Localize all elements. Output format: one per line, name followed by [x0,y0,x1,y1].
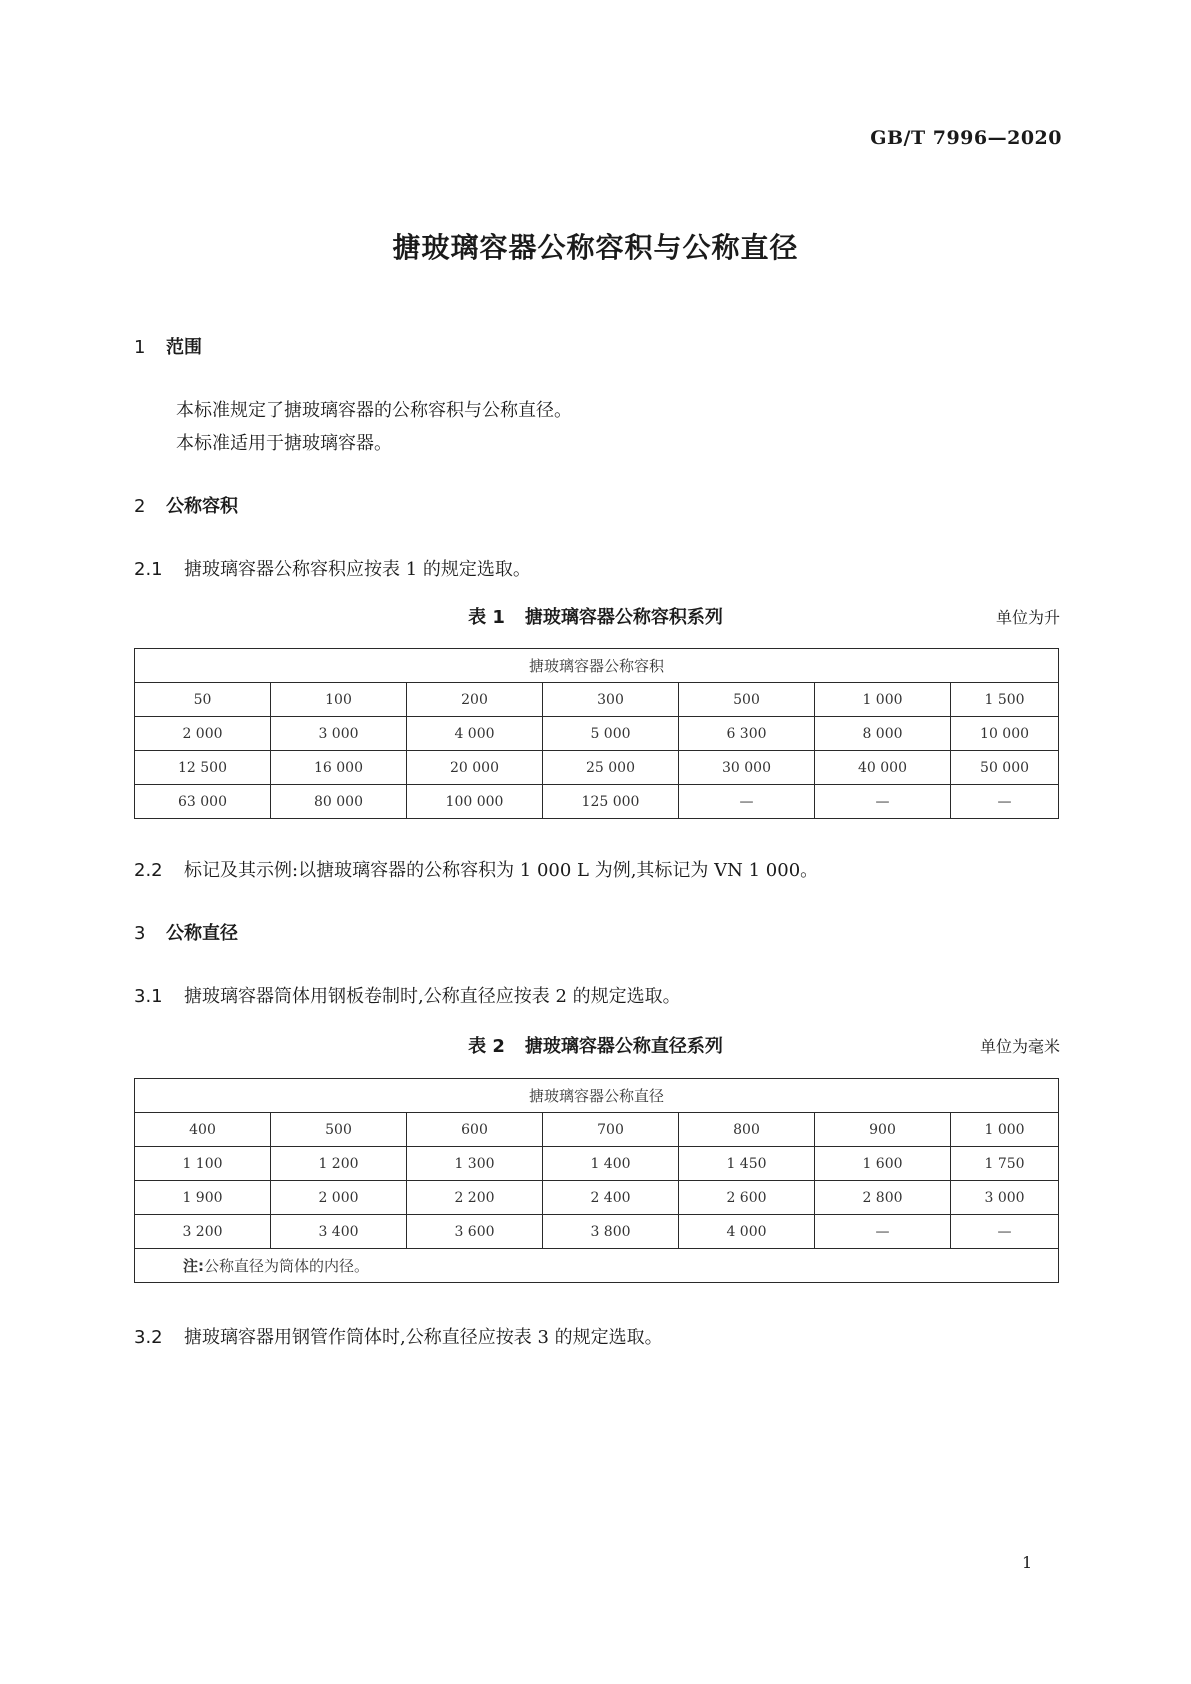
scope-paragraph-2: 本标准适用于搪玻璃容器。 [176,433,392,454]
table-row [135,785,1059,819]
table-cell: 50 [135,683,271,717]
table-cell: 4 000 [679,1215,815,1249]
table-note-row [135,1249,1059,1283]
table-header-cell: 搪玻璃容器公称直径 [135,1079,1059,1113]
clause-2-1 [134,555,531,581]
table-cell: 25 000 [543,751,679,785]
page-number: 1 [1022,1553,1033,1572]
table-cell: 3 400 [271,1215,407,1249]
section-2-heading [134,492,238,518]
table-cell: 63 000 [135,785,271,819]
standard-number: GB/T 7996—2020 [870,127,1062,149]
table-cell: 1 200 [271,1147,407,1181]
table-row [135,1113,1059,1147]
section-number: 3 [134,923,146,944]
table-2 [134,1078,1059,1283]
table-cell: 600 [407,1113,543,1147]
table-header-row [135,649,1059,683]
clause-number: 3.1 [134,986,163,1007]
table-cell: 6 300 [679,717,815,751]
table-cell: — [815,1215,951,1249]
table-cell: 1 000 [951,1113,1059,1147]
note-label: 注: [183,1257,204,1275]
table-cell: 500 [679,683,815,717]
table-cell: 3 200 [135,1215,271,1249]
table-cell: 100 [271,683,407,717]
clause-3-2 [134,1323,663,1349]
table-cell: 2 600 [679,1181,815,1215]
table-cell: 2 000 [135,717,271,751]
table-1-unit: 单位为升 [995,608,1060,627]
table-title: 搪玻璃容器公称容积系列 [524,607,723,628]
table-cell: 16 000 [271,751,407,785]
table-cell: 2 400 [543,1181,679,1215]
clause-3-1 [134,982,681,1008]
clause-number: 2.2 [134,860,163,881]
table-cell: 300 [543,683,679,717]
clause-text: 标记及其示例:以搪玻璃容器的公称容积为 1 000 L 为例,其标记为 VN 1 000。 [184,860,819,881]
table-header-row [135,1079,1059,1113]
table-cell: 2 000 [271,1181,407,1215]
table-title: 搪玻璃容器公称直径系列 [524,1036,723,1057]
table-cell: 12 500 [135,751,271,785]
table-row [135,1215,1059,1249]
clause-number: 3.2 [134,1327,163,1348]
table-row [135,751,1059,785]
table-cell: 900 [815,1113,951,1147]
table-cell: 1 900 [135,1181,271,1215]
table-cell: 30 000 [679,751,815,785]
table-cell: — [951,785,1059,819]
table-cell: 1 000 [815,683,951,717]
section-number: 1 [134,337,146,358]
table-cell: 1 450 [679,1147,815,1181]
table-cell: 3 800 [543,1215,679,1249]
table-cell: 800 [679,1113,815,1147]
table-cell: — [679,785,815,819]
clause-2-2 [134,856,818,882]
clause-text: 搪玻璃容器筒体用钢板卷制时,公称直径应按表 2 的规定选取。 [184,986,681,1007]
table-cell: 2 800 [815,1181,951,1215]
table-1 [134,648,1059,819]
table-cell: 500 [271,1113,407,1147]
table-row [135,717,1059,751]
table-cell: 700 [543,1113,679,1147]
table-cell: 100 000 [407,785,543,819]
table-cell: 20 000 [407,751,543,785]
section-number: 2 [134,496,146,517]
document-title: 搪玻璃容器公称容积与公称直径 [392,231,799,264]
table-cell: 80 000 [271,785,407,819]
section-3-heading [134,919,238,945]
clause-text: 搪玻璃容器公称容积应按表 1 的规定选取。 [184,559,531,580]
table-header-cell: 搪玻璃容器公称容积 [135,649,1059,683]
section-1-heading [134,333,202,359]
table-number: 表 2 [468,1036,505,1057]
table-cell: — [951,1215,1059,1249]
table-cell: 3 000 [271,717,407,751]
table-cell: 125 000 [543,785,679,819]
table-cell: 50 000 [951,751,1059,785]
section-title: 范围 [166,337,202,358]
table-number: 表 1 [468,607,505,628]
scope-paragraph-1: 本标准规定了搪玻璃容器的公称容积与公称直径。 [176,400,572,421]
section-title: 公称直径 [166,923,238,944]
table-cell: 1 100 [135,1147,271,1181]
table-cell: 1 750 [951,1147,1059,1181]
table-cell: 1 400 [543,1147,679,1181]
table-cell: 5 000 [543,717,679,751]
table-cell: — [815,785,951,819]
table-cell: 400 [135,1113,271,1147]
table-2-unit: 单位为毫米 [979,1037,1060,1056]
table-cell: 2 200 [407,1181,543,1215]
table-row [135,1147,1059,1181]
clause-text: 搪玻璃容器用钢管作筒体时,公称直径应按表 3 的规定选取。 [184,1327,663,1348]
table-row [135,1181,1059,1215]
table-cell: 4 000 [407,717,543,751]
table-cell: 1 500 [951,683,1059,717]
section-title: 公称容积 [166,496,238,517]
table-note [135,1249,1059,1283]
table-cell: 8 000 [815,717,951,751]
table-cell: 3 600 [407,1215,543,1249]
table-cell: 200 [407,683,543,717]
table-row [135,683,1059,717]
clause-number: 2.1 [134,559,163,580]
table-cell: 40 000 [815,751,951,785]
table-cell: 1 600 [815,1147,951,1181]
table-cell: 10 000 [951,717,1059,751]
note-text: 公称直径为筒体的内径。 [204,1257,370,1275]
table-cell: 3 000 [951,1181,1059,1215]
table-cell: 1 300 [407,1147,543,1181]
